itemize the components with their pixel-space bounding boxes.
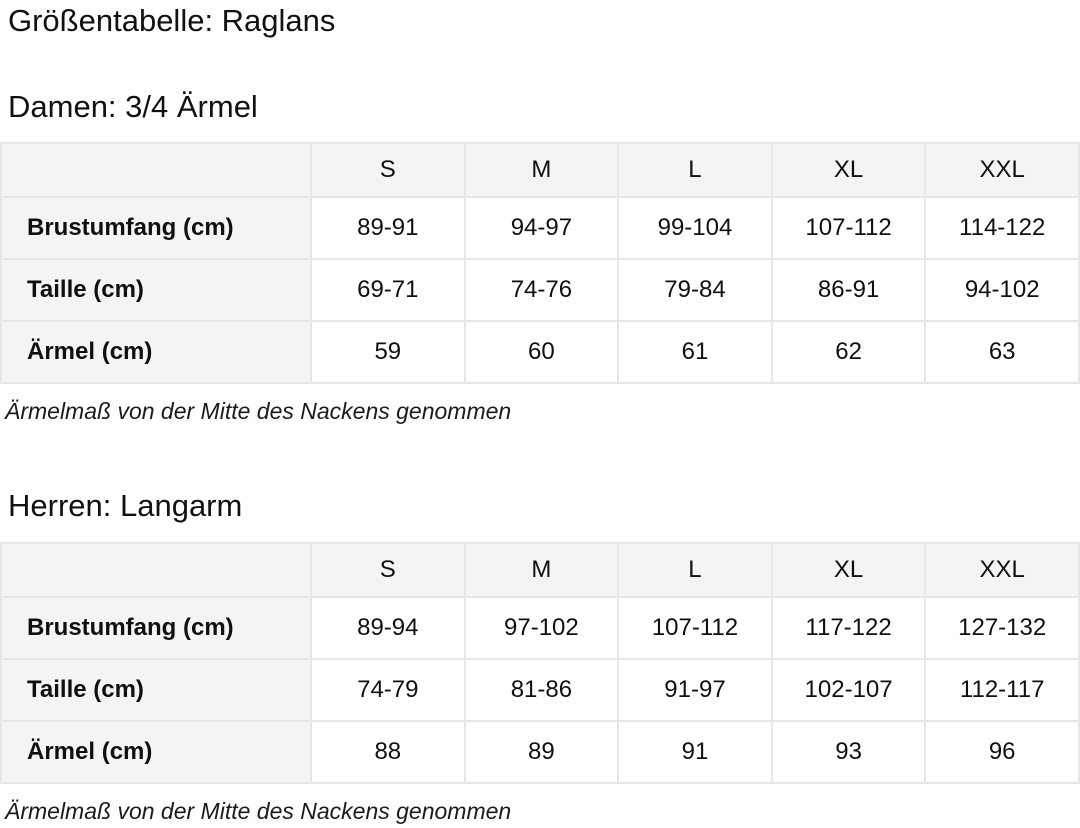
table-cell: 89-91 [311,197,465,259]
table-cell: 79-84 [618,259,772,321]
table-cell: 91 [618,721,772,783]
column-header-m: M [465,143,619,197]
table-cell: 97-102 [465,597,619,659]
table-cell: 94-102 [925,259,1079,321]
header-row [1,143,1079,197]
column-header-xl: XL [772,143,926,197]
table-cell: 127-132 [925,597,1079,659]
damen-size-table [0,142,1080,384]
section-herren [0,487,1080,825]
corner-cell [1,143,311,197]
column-header-s: S [311,143,465,197]
table-cell: 112-117 [925,659,1079,721]
table-cell: 99-104 [618,197,772,259]
table-cell: 60 [465,321,619,383]
table-cell: 107-112 [772,197,926,259]
table-cell: 88 [311,721,465,783]
column-header-xl: XL [772,543,926,597]
table-row-aermel [1,721,1079,783]
page-title: Größentabelle: Raglans [8,3,336,38]
table-cell: 114-122 [925,197,1079,259]
column-header-xxl: XXL [925,143,1079,197]
sleeve-measure-footnote: Ärmelmaß von der Mitte des Nackens genommen [5,798,512,824]
row-label: Ärmel (cm) [1,321,311,383]
column-header-s: S [311,543,465,597]
table-cell: 59 [311,321,465,383]
table-cell: 107-112 [618,597,772,659]
row-label: Brustumfang (cm) [1,597,311,659]
table-cell: 89-94 [311,597,465,659]
section-heading-herren: Herren: Langarm [8,488,243,523]
table-cell: 102-107 [772,659,926,721]
table-cell: 63 [925,321,1079,383]
table-cell: 74-76 [465,259,619,321]
section-heading-damen: Damen: 3/4 Ärmel [8,89,258,124]
table-row-aermel [1,321,1079,383]
table-row-brustumfang [1,197,1079,259]
herren-size-table [0,542,1080,784]
table-row-taille [1,659,1079,721]
table-cell: 94-97 [465,197,619,259]
table-cell: 86-91 [772,259,926,321]
corner-cell [1,543,311,597]
column-header-xxl: XXL [925,543,1079,597]
row-label: Brustumfang (cm) [1,197,311,259]
sleeve-measure-footnote: Ärmelmaß von der Mitte des Nackens genommen [5,398,512,424]
column-header-l: L [618,143,772,197]
table-cell: 117-122 [772,597,926,659]
table-cell: 81-86 [465,659,619,721]
row-label: Taille (cm) [1,659,311,721]
table-row-brustumfang [1,597,1079,659]
header-row [1,543,1079,597]
table-cell: 61 [618,321,772,383]
column-header-l: L [618,543,772,597]
row-label: Ärmel (cm) [1,721,311,783]
table-cell: 74-79 [311,659,465,721]
table-cell: 89 [465,721,619,783]
table-cell: 62 [772,321,926,383]
row-label: Taille (cm) [1,259,311,321]
table-cell: 91-97 [618,659,772,721]
column-header-m: M [465,543,619,597]
table-row-taille [1,259,1079,321]
table-cell: 93 [772,721,926,783]
table-cell: 69-71 [311,259,465,321]
section-damen [0,88,1080,425]
table-cell: 96 [925,721,1079,783]
